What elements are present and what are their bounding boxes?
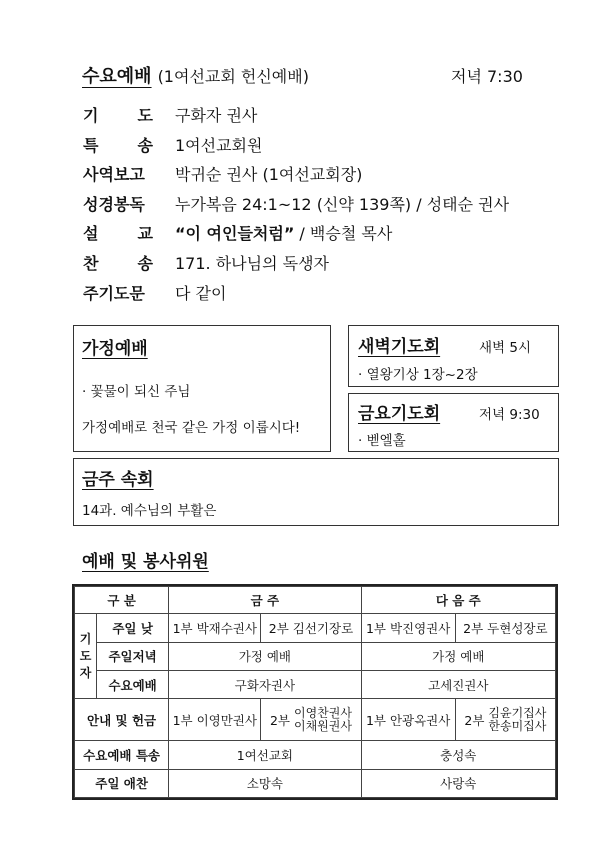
staff-section-title: 예배 및 봉사위원 (82, 552, 209, 572)
wednesday-service-time: 저녁 7:30 (451, 67, 523, 86)
cell: 2부 김선기장로 (261, 614, 361, 642)
usher-name: 이영찬권사 (293, 705, 352, 720)
order-value: 다 같이 (175, 284, 227, 303)
family-worship-box (73, 325, 331, 452)
table-header-row (75, 587, 556, 614)
order-label: 특 송 (83, 136, 153, 155)
cell: 가정 예배 (361, 642, 555, 670)
cell-meeting-box (73, 458, 559, 526)
prayer-group-label: 기도자 (75, 614, 97, 699)
order-value (175, 221, 392, 244)
dawn-prayer-box (348, 325, 559, 387)
order-value: 박귀순 권사 (1여선교회장) (175, 165, 363, 184)
order-label: 성경봉독 (83, 195, 145, 214)
order-label: 주기도문 (83, 284, 145, 303)
order-label: 기 도 (83, 106, 153, 125)
cell: 1부 안광옥권사 (361, 699, 455, 741)
usher-name: 이채원권사 (293, 718, 352, 733)
cell: 가정 예배 (169, 642, 361, 670)
dawn-prayer-passage: · 열왕기상 1장~2장 (358, 367, 478, 383)
usher-name: 한송미집사 (488, 718, 547, 733)
table-row (75, 699, 556, 741)
row-label-wed-special: 수요예배 특송 (75, 741, 169, 769)
cell: 사랑속 (361, 769, 555, 797)
wednesday-service-subtitle: (1여선교회 헌신예배) (157, 67, 309, 86)
cell-meeting-title: 금주 속회 (82, 470, 154, 490)
header-this-week: 금 주 (169, 587, 361, 614)
family-worship-line1: · 꽃물이 되신 주님 (82, 384, 191, 400)
row-label-usher: 안내 및 헌금 (75, 699, 169, 741)
family-worship-title: 가정예배 (82, 339, 148, 359)
cell (455, 699, 555, 741)
order-value: 누가복음 24:1~12 (신약 139쪽) / 성태순 권사 (175, 195, 510, 214)
row-label-sunday-day: 주일 낮 (97, 614, 169, 642)
order-label: 사역보고 (83, 165, 145, 184)
cell: 1부 박재수권사 (169, 614, 261, 642)
order-label: 찬 송 (83, 254, 153, 273)
usher-tag: 2부 (464, 712, 485, 728)
cell: 1부 박진영권사 (361, 614, 455, 642)
header-next-week: 다 음 주 (361, 587, 555, 614)
sermon-preacher: / 백승철 목사 (294, 224, 393, 243)
usher-name: 김윤기집사 (488, 705, 547, 720)
friday-prayer-location: · 벧엘홀 (358, 433, 406, 449)
sermon-title: “이 여인들처럼” (175, 224, 295, 243)
friday-prayer-time: 저녁 9:30 (479, 407, 540, 423)
cell-meeting-lesson: 14과. 예수님의 부활은 (82, 503, 217, 519)
table-row (75, 769, 556, 797)
order-value: 1여선교회원 (175, 136, 263, 155)
cell: 구화자권사 (169, 670, 361, 698)
wednesday-service-title (82, 62, 309, 88)
dawn-prayer-time: 새벽 5시 (479, 340, 532, 356)
row-label-sunday-music: 주일 애찬 (75, 769, 169, 797)
cell: 1부 이영만권사 (169, 699, 261, 741)
staff-table (72, 584, 558, 800)
cell: 1여선교회 (169, 741, 361, 769)
friday-prayer-box (348, 393, 559, 452)
order-label: 설 교 (83, 224, 153, 243)
table-row (75, 642, 556, 670)
cell: 충성속 (361, 741, 555, 769)
row-label-sunday-evening: 주일저녁 (97, 642, 169, 670)
friday-prayer-title: 금요기도회 (358, 404, 441, 424)
dawn-prayer-title: 새벽기도회 (358, 337, 441, 357)
table-row (75, 741, 556, 769)
cell (261, 699, 361, 741)
table-row (75, 614, 556, 642)
row-label-wednesday: 수요예배 (97, 670, 169, 698)
order-value: 구화자 권사 (175, 106, 258, 125)
header-category: 구 분 (75, 587, 169, 614)
family-worship-line2: 가정예배로 천국 같은 가정 이룹시다! (82, 420, 301, 436)
cell: 2부 두현성장로 (455, 614, 555, 642)
table-row (75, 670, 556, 698)
usher-tag: 2부 (269, 712, 290, 728)
cell: 고세진권사 (361, 670, 555, 698)
wednesday-service-heading: 수요예배 (82, 66, 152, 87)
order-value: 171. 하나님의 독생자 (175, 254, 329, 273)
cell: 소망속 (169, 769, 361, 797)
